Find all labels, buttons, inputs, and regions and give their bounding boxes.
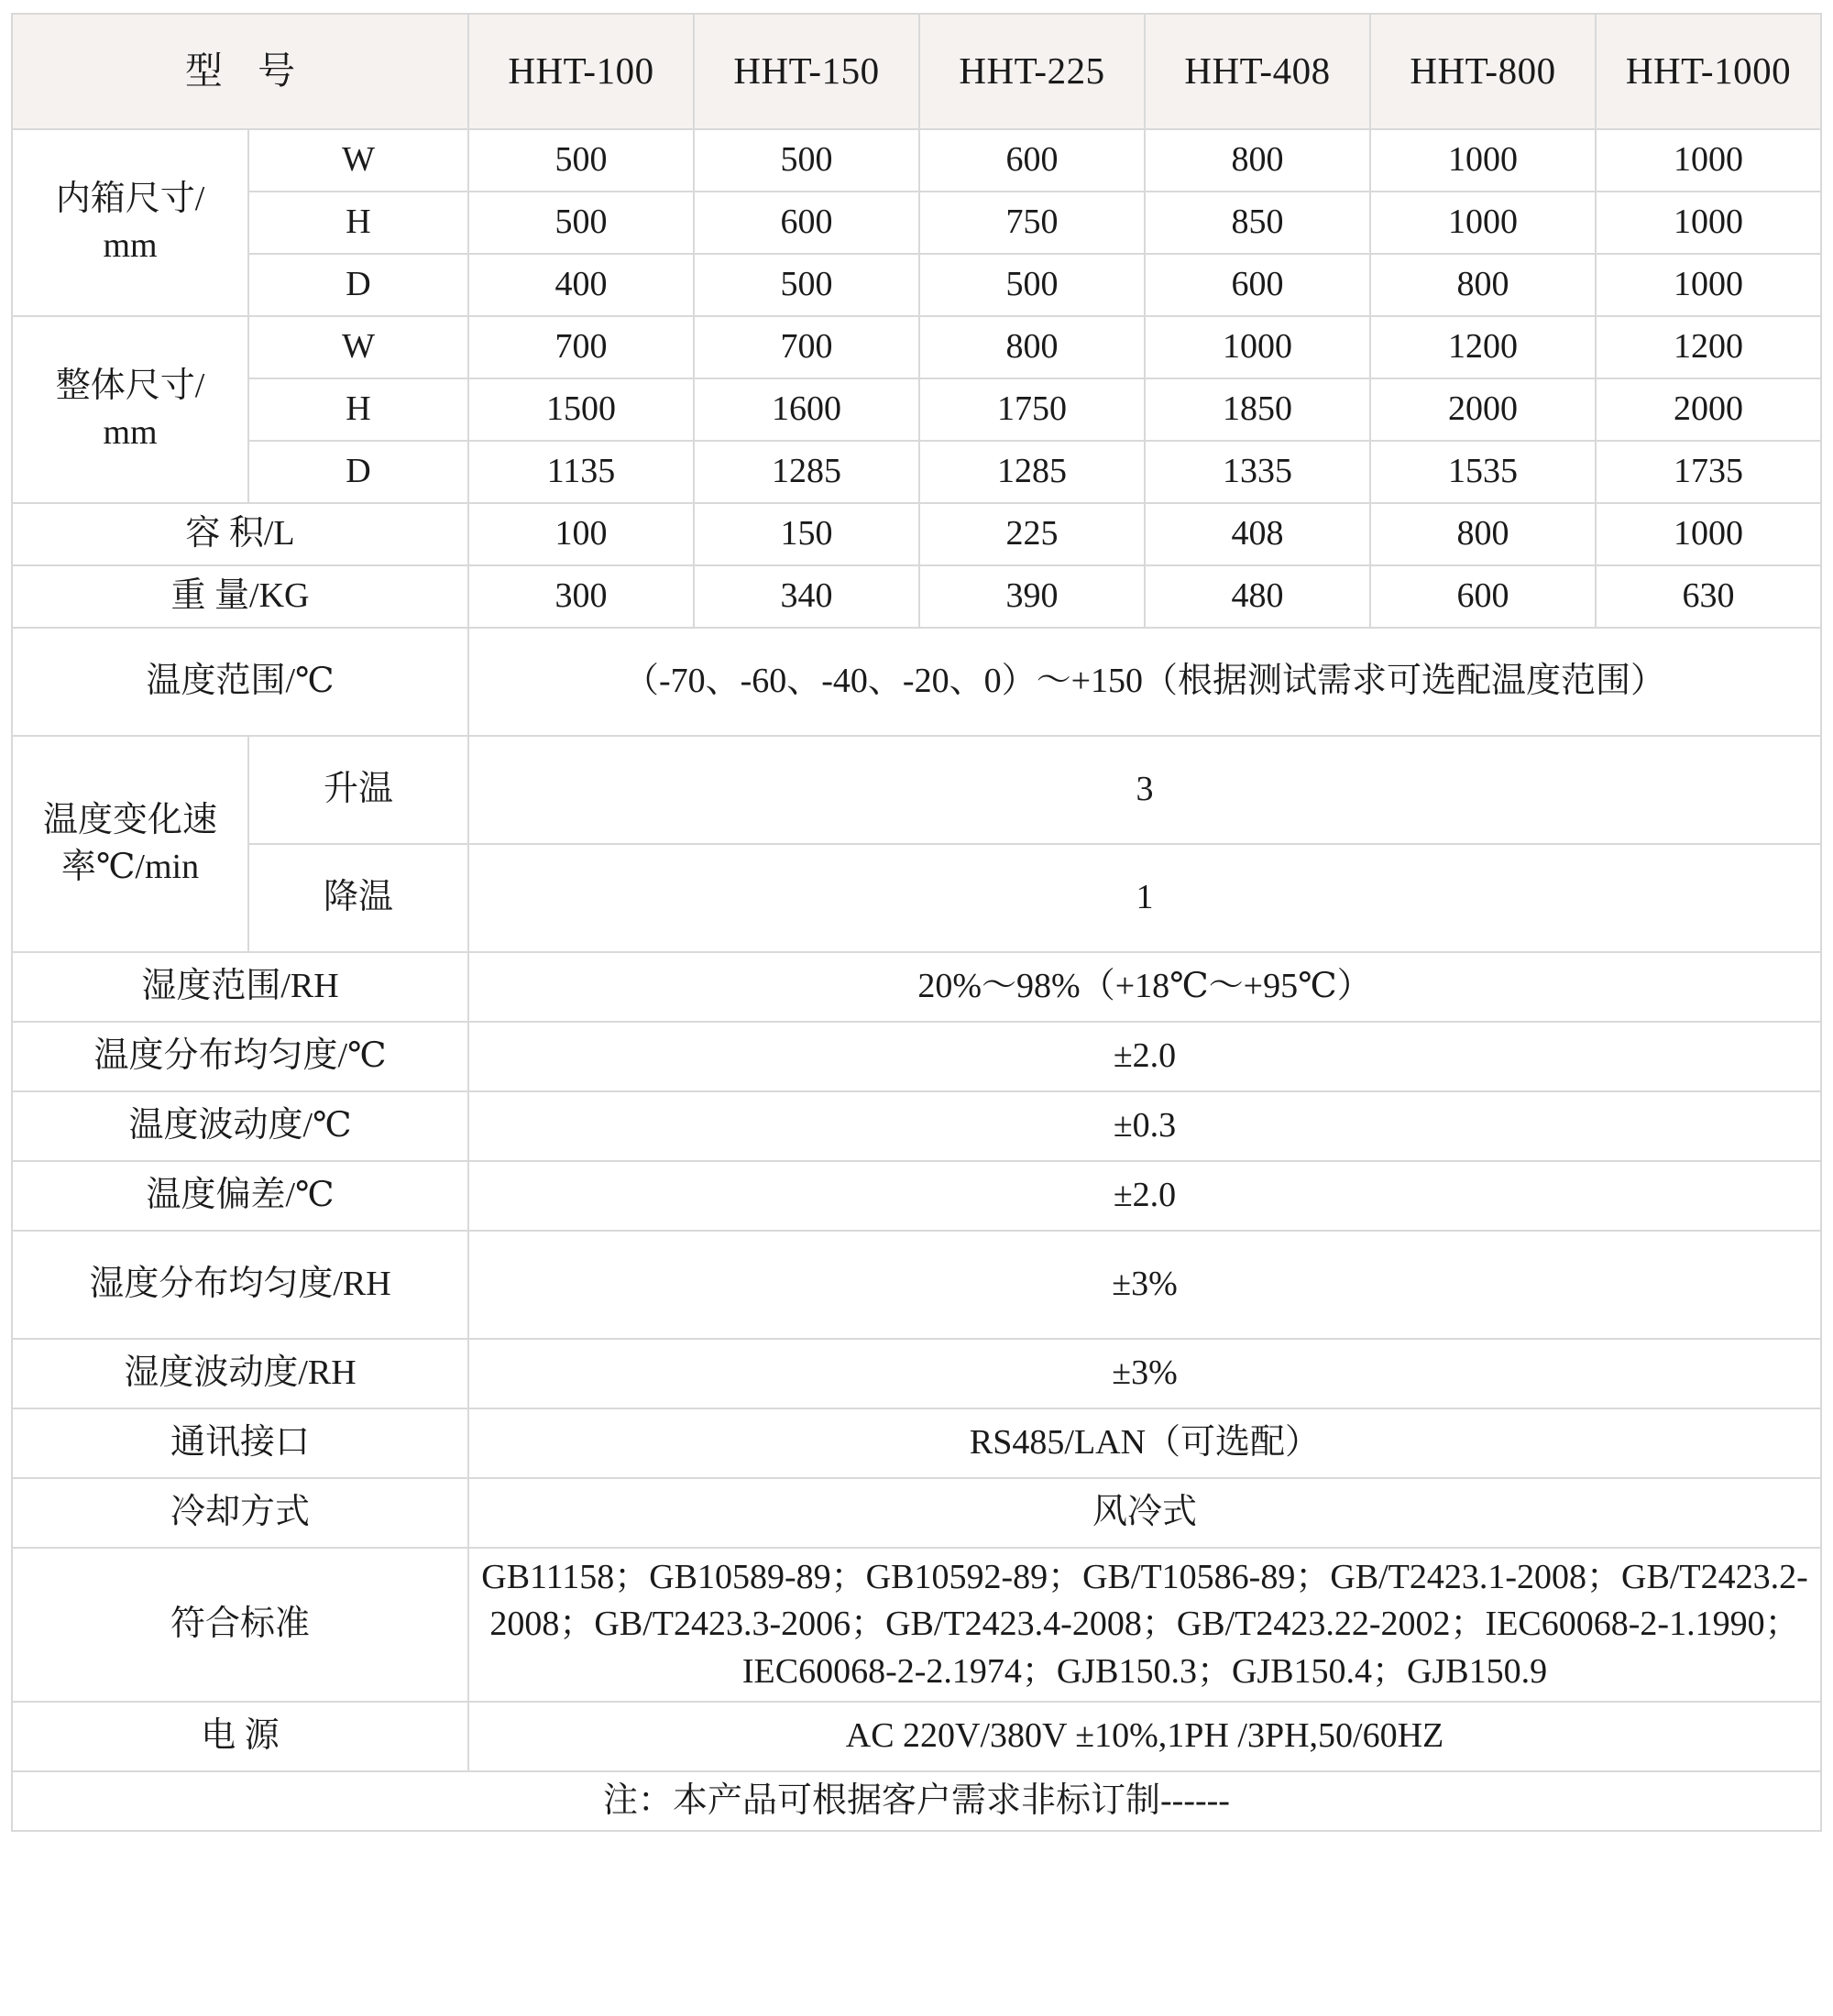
row-label-standards: 符合标准 [12,1548,468,1702]
table-row-inner-size-h [12,192,1821,254]
sub-label-inner-d: D [248,254,468,316]
table-row-power [12,1702,1821,1771]
table-row-inner-size-d [12,254,1821,316]
cell-inner-h-hht-800: 1000 [1370,192,1596,254]
model-header-hht-800: HHT-800 [1370,14,1596,129]
table-row-inner-size-w [12,129,1821,192]
sub-label-inner-h: H [248,192,468,254]
model-header-hht-150: HHT-150 [694,14,919,129]
cell-overall-w-hht-225: 800 [919,316,1145,378]
row-label-weight: 重 量/KG [12,565,468,628]
table-row-overall-size-w [12,316,1821,378]
cell-volume-hht-408: 408 [1145,503,1370,565]
cell-temp-deviation-value: ±2.0 [468,1161,1821,1231]
cell-overall-w-hht-150: 700 [694,316,919,378]
cell-cooling-rate-value: 1 [468,844,1821,952]
cell-overall-h-hht-225: 1750 [919,378,1145,441]
cell-temp-fluctuation-value: ±0.3 [468,1091,1821,1161]
cell-overall-w-hht-100: 700 [468,316,694,378]
table-row-temp-rate-cooling [12,844,1821,952]
table-row-volume [12,503,1821,565]
row-label-overall-size: 整体尺寸/ mm [12,316,248,503]
cell-weight-hht-800: 600 [1370,565,1596,628]
table-row-humidity-uniformity [12,1231,1821,1339]
sub-label-overall-h: H [248,378,468,441]
row-label-comm-interface: 通讯接口 [12,1408,468,1478]
cell-volume-hht-150: 150 [694,503,919,565]
cell-overall-h-hht-1000: 2000 [1596,378,1821,441]
table-row-temp-deviation [12,1161,1821,1231]
cell-inner-h-hht-100: 500 [468,192,694,254]
row-label-humidity-uniformity: 湿度分布均匀度/RH [12,1231,468,1339]
table-row-humidity-range [12,952,1821,1022]
model-header-label: 型 号 [12,14,468,129]
cell-humidity-uniformity-value: ±3% [468,1231,1821,1339]
model-header-hht-1000: HHT-1000 [1596,14,1821,129]
cell-humidity-range-value: 20%～98%（+18℃～+95℃） [468,952,1821,1022]
table-row-humidity-fluctuation [12,1339,1821,1408]
row-label-temp-deviation: 温度偏差/℃ [12,1161,468,1231]
row-label-temp-range: 温度范围/℃ [12,628,468,736]
sub-label-overall-d: D [248,441,468,503]
row-label-inner-size: 内箱尺寸/ mm [12,129,248,316]
cell-inner-h-hht-225: 750 [919,192,1145,254]
cell-overall-d-hht-800: 1535 [1370,441,1596,503]
row-label-humidity-fluctuation: 湿度波动度/RH [12,1339,468,1408]
cell-overall-d-hht-150: 1285 [694,441,919,503]
cell-volume-hht-800: 800 [1370,503,1596,565]
table-row-comm-interface [12,1408,1821,1478]
cell-weight-hht-1000: 630 [1596,565,1821,628]
table-row-temp-fluctuation [12,1091,1821,1161]
cell-overall-d-hht-100: 1135 [468,441,694,503]
cell-inner-w-hht-150: 500 [694,129,919,192]
cell-heating-rate-value: 3 [468,736,1821,844]
row-label-humidity-range: 湿度范围/RH [12,952,468,1022]
cell-overall-h-hht-800: 2000 [1370,378,1596,441]
model-header-hht-225: HHT-225 [919,14,1145,129]
table-row-cooling-method [12,1478,1821,1548]
sub-label-heating: 升温 [248,736,468,844]
cell-volume-hht-225: 225 [919,503,1145,565]
specification-table [11,13,1822,1832]
cell-inner-w-hht-1000: 1000 [1596,129,1821,192]
table-row-note [12,1771,1821,1831]
cell-inner-d-hht-150: 500 [694,254,919,316]
row-label-temp-rate: 温度变化速 率℃/min [12,736,248,952]
cell-standards-value: GB11158；GB10589-89；GB10592-89；GB/T10586-89；GB/T2423.1-2008；GB/T2423.2-2008；GB/T2423.3-2006；GB/T2423.4-2008；GB/T2423.22-2002；IEC60068-2-1.1990；IEC60068-2-2.1974；GJB150.3；GJB150.4；GJB150.9 [468,1548,1821,1702]
sub-label-cooling: 降温 [248,844,468,952]
cell-weight-hht-100: 300 [468,565,694,628]
cell-inner-d-hht-100: 400 [468,254,694,316]
model-header-hht-408: HHT-408 [1145,14,1370,129]
cell-temp-range-value: （-70、-60、-40、-20、0）～+150（根据测试需求可选配温度范围） [468,628,1821,736]
row-label-cooling-method: 冷却方式 [12,1478,468,1548]
cell-inner-d-hht-225: 500 [919,254,1145,316]
row-label-volume: 容 积/L [12,503,468,565]
cell-weight-hht-150: 340 [694,565,919,628]
footer-note: 注：本产品可根据客户需求非标订制------ [12,1771,1821,1831]
cell-overall-d-hht-1000: 1735 [1596,441,1821,503]
table-row-temp-uniformity [12,1022,1821,1091]
table-row-standards [12,1548,1821,1702]
cell-weight-hht-225: 390 [919,565,1145,628]
cell-overall-w-hht-800: 1200 [1370,316,1596,378]
cell-inner-w-hht-225: 600 [919,129,1145,192]
cell-overall-h-hht-100: 1500 [468,378,694,441]
cell-humidity-fluctuation-value: ±3% [468,1339,1821,1408]
cell-weight-hht-408: 480 [1145,565,1370,628]
model-header-hht-100: HHT-100 [468,14,694,129]
cell-inner-d-hht-1000: 1000 [1596,254,1821,316]
table-header-row [12,14,1821,129]
cell-overall-d-hht-225: 1285 [919,441,1145,503]
cell-temp-uniformity-value: ±2.0 [468,1022,1821,1091]
table-row-overall-size-h [12,378,1821,441]
row-label-power: 电 源 [12,1702,468,1771]
cell-overall-h-hht-408: 1850 [1145,378,1370,441]
cell-inner-h-hht-408: 850 [1145,192,1370,254]
cell-power-value: AC 220V/380V ±10%,1PH /3PH,50/60HZ [468,1702,1821,1771]
table-row-temp-range [12,628,1821,736]
cell-cooling-method-value: 风冷式 [468,1478,1821,1548]
cell-inner-w-hht-408: 800 [1145,129,1370,192]
cell-comm-interface-value: RS485/LAN（可选配） [468,1408,1821,1478]
row-label-temp-uniformity: 温度分布均匀度/℃ [12,1022,468,1091]
table-row-weight [12,565,1821,628]
sub-label-inner-w: W [248,129,468,192]
cell-overall-w-hht-408: 1000 [1145,316,1370,378]
cell-inner-d-hht-800: 800 [1370,254,1596,316]
cell-volume-hht-1000: 1000 [1596,503,1821,565]
cell-inner-h-hht-1000: 1000 [1596,192,1821,254]
cell-overall-h-hht-150: 1600 [694,378,919,441]
sub-label-overall-w: W [248,316,468,378]
cell-inner-d-hht-408: 600 [1145,254,1370,316]
cell-overall-d-hht-408: 1335 [1145,441,1370,503]
cell-inner-w-hht-100: 500 [468,129,694,192]
table-row-temp-rate-heating [12,736,1821,844]
cell-inner-h-hht-150: 600 [694,192,919,254]
cell-overall-w-hht-1000: 1200 [1596,316,1821,378]
row-label-temp-fluctuation: 温度波动度/℃ [12,1091,468,1161]
cell-volume-hht-100: 100 [468,503,694,565]
cell-inner-w-hht-800: 1000 [1370,129,1596,192]
table-row-overall-size-d [12,441,1821,503]
